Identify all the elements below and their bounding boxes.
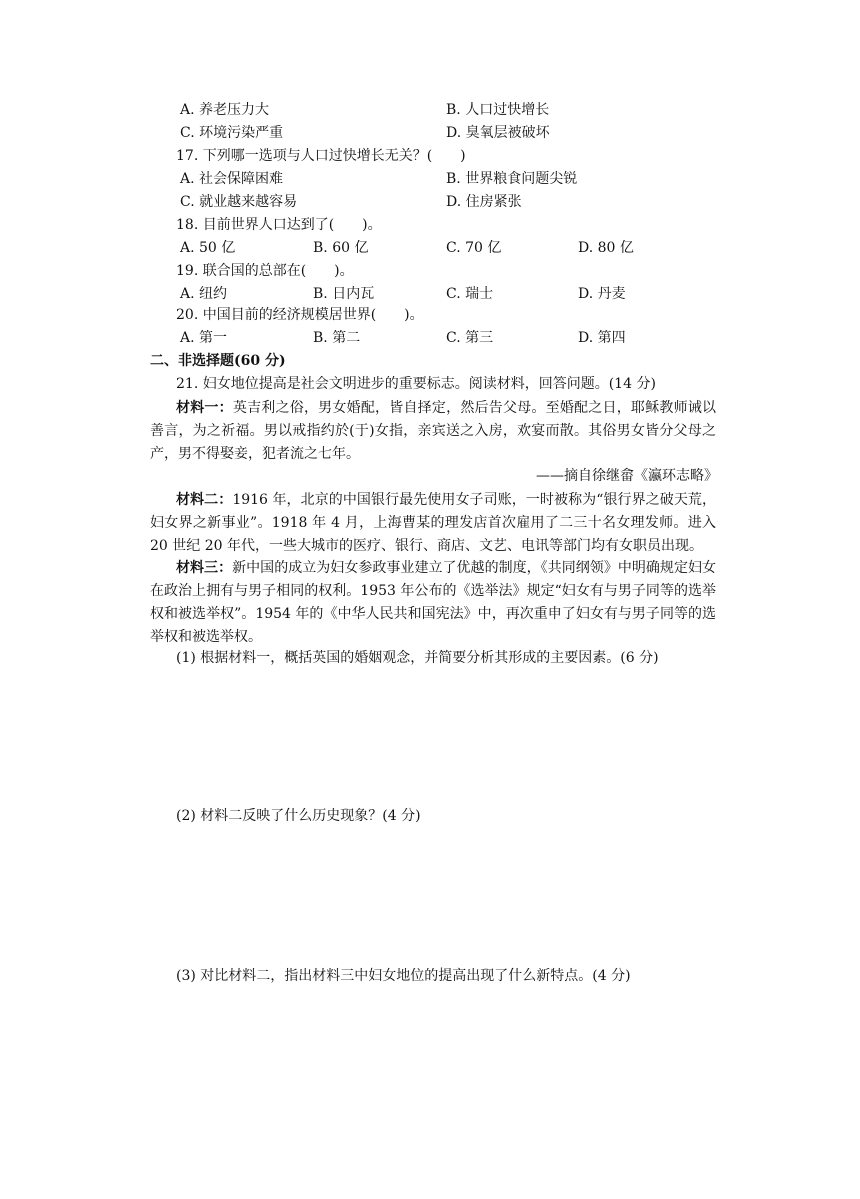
q18-option-c: C. 70 亿 [446,240,502,256]
q18-stem: 18. 目前世界人口达到了( )。 [176,217,382,233]
q16-option-c: C. 环境污染严重 [180,125,284,141]
q19-option-b: B. 日内瓦 [313,286,375,302]
q16-option-a: A. 养老压力大 [180,102,270,118]
material-3-text: 新中国的成立为妇女参政事业建立了优越的制度，《共同纲领》中明确规定妇女在政治上拥有与男子相同的权利。1953 年公布的《选举法》规定“妇女有与男子同等的选举权和被选举权”。1954 年的《中华人民共和国宪法》中，再次重申了妇女有与男子同等的选举权和被选举权。 [150,560,717,645]
q19-option-d: D. 丹麦 [578,286,626,302]
q18-option-b: B. 60 亿 [313,240,369,256]
q18-option-a: A. 50 亿 [180,240,236,256]
q17-stem: 17. 下列哪一选项与人口过快增长无关？( ) [176,148,466,164]
material-2 [150,489,716,558]
material-3-label: 材料三： [176,560,233,576]
q21-stem: 21. 妇女地位提高是社会文明进步的重要标志。阅读材料，回答问题。(14 分) [176,376,656,392]
q20-option-d: D. 第四 [578,330,626,346]
q16-option-b: B. 人口过快增长 [446,102,550,118]
material-2-text: 1916 年，北京的中国银行最先使用女子司账，一时被称为“银行界之破天荒，妇女界之新事业”。1918 年 4 月，上海曹某的理发店首次雇用了二三十名女理发师。进入 20 世纪 20 年代，一些大城市的医疗、银行、商店、文艺、电讯等部门均有女职员出现。 [150,492,716,554]
q17-option-c: C. 就业越来越容易 [180,194,298,210]
q17-option-b: B. 世界粮食问题尖锐 [446,171,578,187]
q20-option-a: A. 第一 [180,330,228,346]
q21-sub-2: (2) 材料二反映了什么历史现象？(4 分) [176,808,421,824]
material-1-text: 英吉利之俗，男女婚配，皆自择定，然后告父母。至婚配之日，耶稣教师诫以善言，为之祈福。男以戒指约於(于)女指，亲宾送之入房，欢宴而散。其俗男女皆分父母之产，男不得娶妾，犯者流之七年。 [150,400,717,462]
material-1-label: 材料一： [176,400,233,416]
q19-stem: 19. 联合国的总部在( )。 [176,263,354,279]
material-3 [150,557,716,649]
q17-option-d: D. 住房紧张 [446,194,522,210]
q18-option-d: D. 80 亿 [578,240,634,256]
section-2-heading: 二、非选择题(60 分) [150,353,286,369]
q20-option-c: C. 第三 [446,330,494,346]
q21-sub-1: (1) 根据材料一，概括英国的婚姻观念，并简要分析其形成的主要因素。(6 分) [176,650,659,666]
q19-option-a: A. 纽约 [180,286,228,302]
material-1 [150,397,716,466]
material-2-label: 材料二： [176,492,233,508]
q16-option-d: D. 臭氧层被破坏 [446,125,550,141]
q20-stem: 20. 中国目前的经济规模居世界( )。 [176,307,424,323]
q20-option-b: B. 第二 [313,330,361,346]
material-1-source: ——摘自徐继畲《瀛环志略》 [536,468,718,484]
q17-option-a: A. 社会保障困难 [180,171,284,187]
q19-option-c: C. 瑞士 [446,286,494,302]
q21-sub-3: (3) 对比材料二，指出材料三中妇女地位的提高出现了什么新特点。(4 分) [176,968,631,984]
